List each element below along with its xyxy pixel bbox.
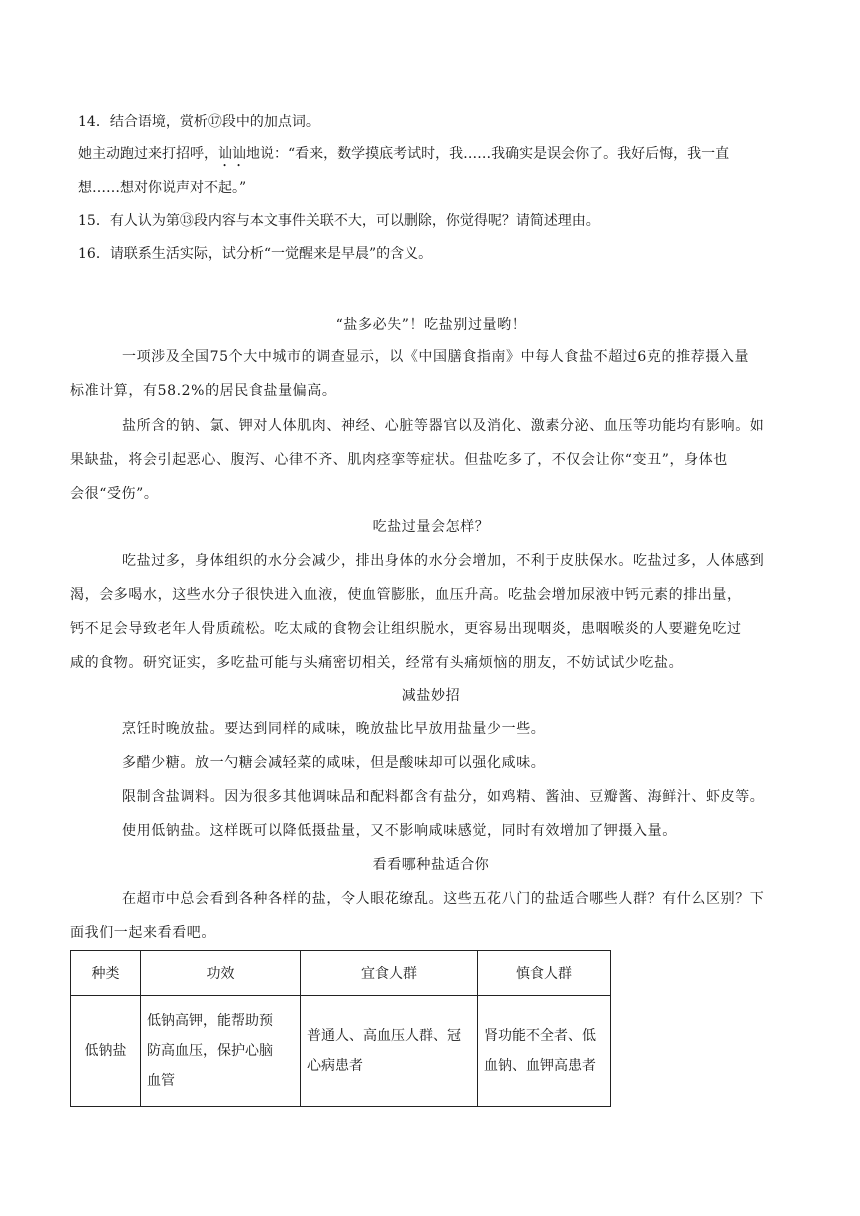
cell-effect <box>141 996 301 1107</box>
paragraph-3-line-4: 咸的食物。研究证实，多吃盐可能与头痛密切相关，经常有头痛烦恼的朋友，不妨试试少吃盐。 <box>70 655 684 671</box>
table-row <box>71 996 611 1107</box>
salt-types-table <box>70 950 611 1107</box>
paragraph-4-line-1: 在超市中总会看到各种各样的盐，令人眼花缭乱。这些五花八门的盐适合哪些人群？有什么区别？下 <box>122 891 765 907</box>
tip-item: 使用低钠盐。这样既可以降低摄盐量，又不影响咸味感觉，同时有效增加了钾摄入量。 <box>122 823 677 839</box>
quoted-passage-line-1 <box>78 144 729 170</box>
cell-line: 血管 <box>147 1073 175 1089</box>
tip-item: 限制含盐调料。因为很多其他调味品和配料都含有盐分，如鸡精、酱油、豆瓣酱、海鲜汁、虾皮等。 <box>122 789 765 805</box>
document-page <box>70 0 792 1216</box>
quoted-passage-line-2: 想……想对你说声对不起。” <box>78 180 247 196</box>
question-15: 15．有人认为第⑬段内容与本文事件关联不大，可以删除，你觉得呢？请简述理由。 <box>78 213 600 229</box>
paragraph-3-line-2: 渴，会多喝水，这些水分子很快进入血液，使血管膨胀，血压升高。吃盐会增加尿液中钙元素的排出量， <box>70 587 742 603</box>
paragraph-2-line-1: 盐所含的钠、氯、钾对人体肌肉、神经、心脏等器官以及消化、激素分泌、血压等功能均有影响。如 <box>122 418 765 434</box>
paragraph-3-line-1: 吃盐过多，身体组织的水分会减少，排出身体的水分会增加，不利于皮肤保水。吃盐过多，人体感到 <box>122 553 765 569</box>
article-title: “盐多必失”！吃盐别过量哟！ <box>335 317 527 333</box>
cell-line: 防高血压，保护心脑 <box>147 1043 273 1059</box>
cell-caution <box>478 996 611 1107</box>
section-heading-tips: 减盐妙招 <box>401 688 461 704</box>
tip-item: 多醋少糖。放一勺糖会减轻菜的咸味，但是酸味却可以强化咸味。 <box>122 755 546 771</box>
paragraph-1-line-2: 标准计算，有58.2%的居民食盐量偏高。 <box>70 383 337 399</box>
paragraph-2-line-3: 会很“受伤”。 <box>70 486 159 502</box>
paragraph-2-line-2: 果缺盐，将会引起恶心、腹泻、心律不齐、肌肉痉挛等症状。但盐吃多了，不仅会让你“变丑”，身体也 <box>70 452 728 468</box>
header-kind: 种类 <box>71 951 141 996</box>
cell-line: 肾功能不全者、低 <box>484 1028 596 1044</box>
paragraph-3-line-3: 钙不足会导致老年人骨质疏松。吃太咸的食物会让组织脱水，更容易出现咽炎，患咽喉炎的人要避免吃过 <box>70 621 742 637</box>
paragraph-4-line-2: 面我们一起来看看吧。 <box>70 925 216 941</box>
cell-line: 低钠高钾，能帮助预 <box>147 1013 273 1029</box>
section-heading-salt-types: 看看哪种盐适合你 <box>372 857 490 873</box>
cell-line: 普通人、高血压人群、冠 <box>307 1028 461 1044</box>
cell-line: 血钠、血钾高患者 <box>484 1058 596 1074</box>
dotted-word: 讪讪 <box>218 146 246 162</box>
header-suitable: 宜食人群 <box>301 951 478 996</box>
table-header-row <box>71 951 611 996</box>
cell-suitable <box>301 996 478 1107</box>
question-14: 14．结合语境，赏析⑰段中的加点词。 <box>78 114 320 130</box>
cell-line: 心病患者 <box>307 1058 363 1074</box>
header-effect: 功效 <box>141 951 301 996</box>
question-16: 16．请联系生活实际，试分析“一觉醒来是早晨”的含义。 <box>78 246 433 262</box>
header-caution: 慎食人群 <box>478 951 611 996</box>
tip-item: 烹饪时晚放盐。要达到同样的咸味，晚放盐比早放用盐量少一些。 <box>122 721 546 737</box>
quote-prefix: 她主动跑过来打招呼， <box>78 146 218 162</box>
section-heading-effects: 吃盐过量会怎样？ <box>372 519 490 535</box>
cell-kind: 低钠盐 <box>71 996 141 1107</box>
paragraph-1-line-1: 一项涉及全国75个大中城市的调查显示，以《中国膳食指南》中每人食盐不超过6克的推荐摄入量 <box>122 349 750 365</box>
quote-suffix: 地说：“看来，数学摸底考试时，我……我确实是误会你了。我好后悔，我一直 <box>246 146 730 162</box>
